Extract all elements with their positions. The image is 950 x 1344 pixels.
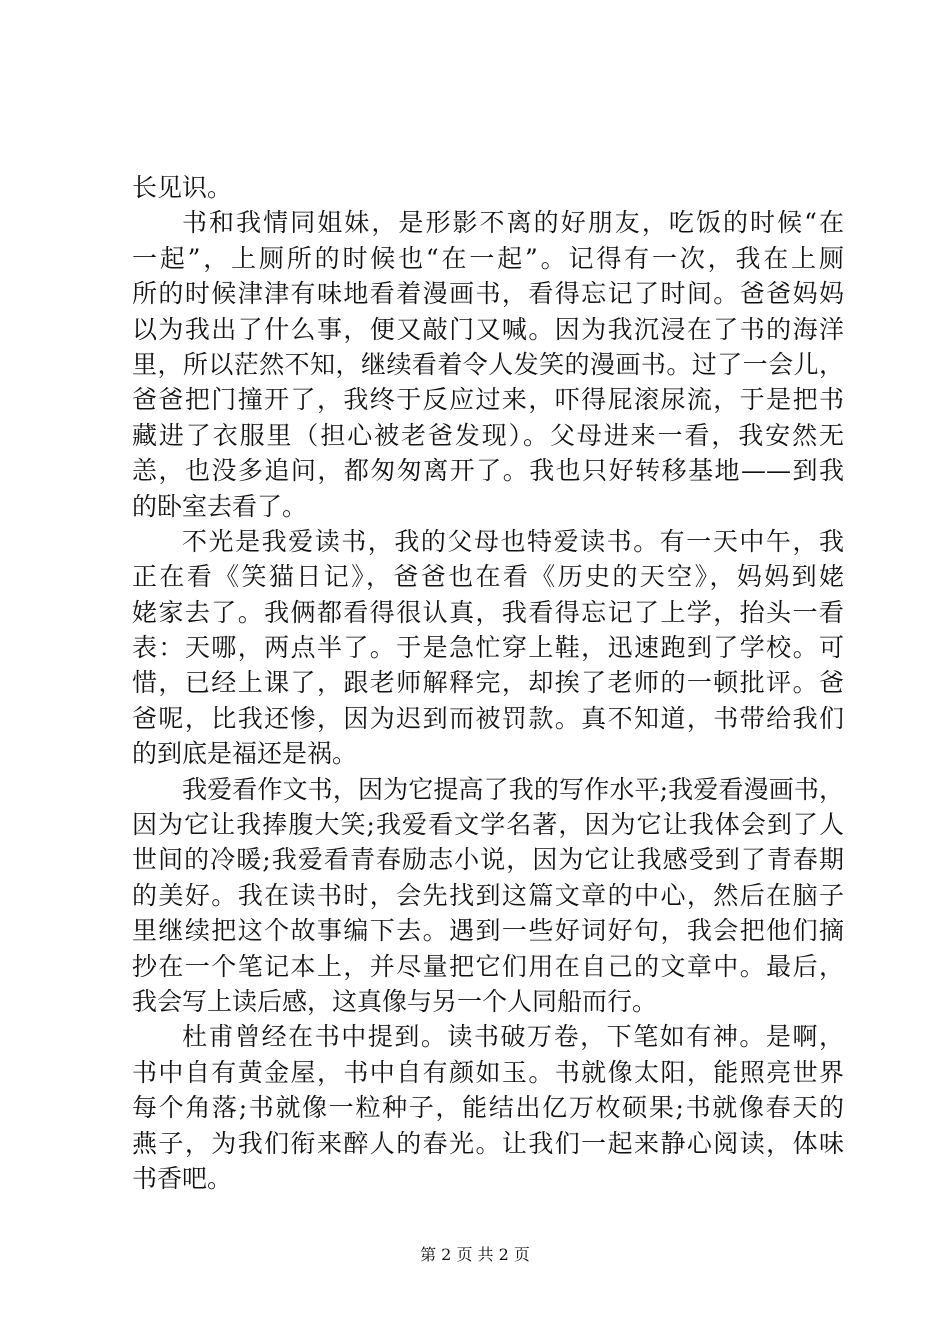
text-line: 杜甫曾经在书中提到。读书破万卷，下笔如有神。是啊， bbox=[182, 1022, 844, 1052]
text-line: 一起”，上厕所的时候也“在一起”。记得有一次，我在上厕 bbox=[132, 243, 844, 273]
text-line: 姥家去了。我俩都看得很认真，我看得忘记了上学，抬头一看 bbox=[132, 597, 844, 627]
text-line: 以为我出了什么事，便又敲门又喊。因为我沉浸在了书的海洋 bbox=[132, 314, 844, 344]
text-line: 爸爸把门撞开了，我终于反应过来，吓得屁滚尿流，于是把书 bbox=[132, 385, 844, 415]
text-line: 恙，也没多追问，都匆匆离开了。我也只好转移基地——到我 bbox=[132, 456, 844, 486]
text-line: 正在看《笑猫日记》，爸爸也在看《历史的天空》，妈妈到姥 bbox=[132, 562, 844, 592]
text-line: 世间的冷暖;我爱看青春励志小说，因为它让我感受到了青春期 bbox=[132, 845, 844, 875]
text-line: 每个角落;书就像一粒种子，能结出亿万枚硕果;书就像春天的 bbox=[132, 1093, 844, 1123]
text-line: 抄在一个笔记本上，并尽量把它们用在自己的文章中。最后， bbox=[132, 951, 844, 981]
text-line: 燕子，为我们衔来醉人的春光。让我们一起来静心阅读，体味 bbox=[132, 1128, 844, 1158]
text-line: 我会写上读后感，这真像与另一个人同船而行。 bbox=[132, 986, 658, 1016]
text-line: 的到底是福还是祸。 bbox=[132, 739, 358, 769]
text-line: 里继续把这个故事编下去。遇到一些好词好句，我会把他们摘 bbox=[132, 916, 844, 946]
text-line: 表：天哪，两点半了。于是急忙穿上鞋，迅速跑到了学校。可 bbox=[132, 633, 844, 663]
document-body bbox=[132, 170, 844, 1196]
text-line: 惜，已经上课了，跟老师解释完，却挨了老师的一顿批评。爸 bbox=[132, 668, 844, 698]
text-line: 书中自有黄金屋，书中自有颜如玉。书就像太阳，能照亮世界 bbox=[132, 1057, 844, 1087]
text-line: 书和我情同姐妹，是形影不离的好朋友，吃饭的时候“在 bbox=[182, 208, 844, 238]
text-line: 藏进了衣服里（担心被老爸发现）。父母进来一看，我安然无 bbox=[132, 420, 844, 450]
text-line: 书香吧。 bbox=[132, 1163, 233, 1193]
text-line: 因为它让我捧腹大笑;我爱看文学名著，因为它让我体会到了人 bbox=[132, 810, 844, 840]
paragraph bbox=[132, 524, 844, 772]
text-line: 我爱看作文书，因为它提高了我的写作水平;我爱看漫画书， bbox=[182, 774, 844, 804]
text-line: 的美好。我在读书时，会先找到这篇文章的中心，然后在脑子 bbox=[132, 880, 844, 910]
text-line: 所的时候津津有味地看着漫画书，看得忘记了时间。爸爸妈妈 bbox=[132, 279, 844, 309]
paragraph bbox=[132, 1019, 844, 1196]
paragraph bbox=[132, 170, 844, 205]
text-line: 里，所以茫然不知，继续看着令人发笑的漫画书。过了一会儿， bbox=[132, 349, 844, 379]
paragraph bbox=[132, 772, 844, 1020]
text-line: 不光是我爱读书，我的父母也特爱读书。有一天中午，我 bbox=[182, 526, 844, 556]
page-footer: 第 2 页 共 2 页 bbox=[420, 1245, 530, 1264]
text-line: 长见识。 bbox=[132, 173, 233, 202]
text-line: 的卧室去看了。 bbox=[132, 491, 308, 521]
paragraph bbox=[132, 205, 844, 524]
text-line: 爸呢，比我还惨，因为迟到而被罚款。真不知道，书带给我们 bbox=[132, 703, 844, 733]
